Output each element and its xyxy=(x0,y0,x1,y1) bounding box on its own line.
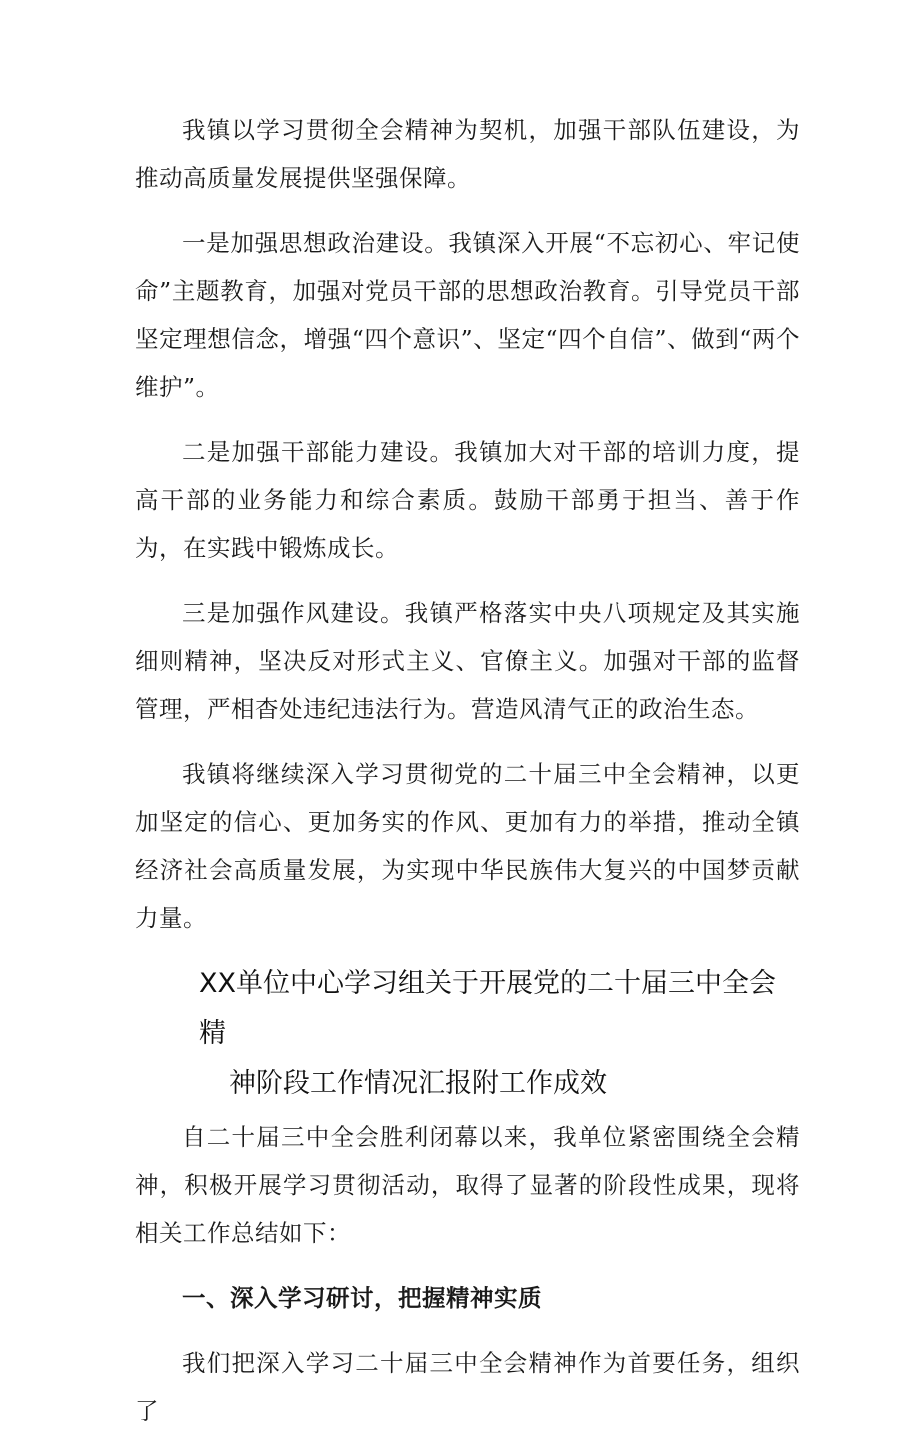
paragraph-political-building: 一是加强思想政治建设。我镇深入开展“不忘初心、牢记使命”主题教育，加强对党员干部的思想政治教育。引导党员干部坚定理想信念，增强“四个意识”、坚定“四个自信”、做到“两个维护”。 xyxy=(135,229,800,401)
title-line-1: XX单位中心学习组关于开展党的二十届三中全会精 xyxy=(199,968,776,1049)
title-line-2: 神阶段工作情况汇报附工作成效 xyxy=(229,1068,607,1099)
paragraph-intro-cadre: 我镇以学习贯彻全会精神为契机，加强干部队伍建设，为推动高质量发展提供坚强保障。 xyxy=(135,116,800,192)
paragraph-report-intro: 自二十届三中全会胜利闭幕以来，我单位紧密围绕全会精神，积极开展学习贯彻活动，取得了显著的阶段性成果，现将相关工作总结如下： xyxy=(135,1123,800,1247)
paragraph-style-building: 三是加强作风建设。我镇严格落实中央八项规定及其实施细则精神，坚决反对形式主义、官僚主义。加强对干部的监督管理，严相杳处违纪违法行为。营造风清气正的政治生态。 xyxy=(135,599,800,723)
document-body xyxy=(135,106,800,1452)
paragraph-conclusion: 我镇将继续深入学习贯彻党的二十届三中全会精神，以更加坚定的信心、更加务实的作风、更加有力的举措，推动全镇经济社会高质量发展，为实现中华民族伟大复兴的中国梦贡献力量。 xyxy=(135,760,800,932)
document-title xyxy=(135,959,800,1109)
paragraph-section-1-body: 我们把深入学习二十届三中全会精神作为首要任务，组织了 xyxy=(135,1349,800,1425)
section-heading-1: 一、深入学习研讨，把握精神实质 xyxy=(182,1284,542,1312)
paragraph-capacity-building: 二是加强干部能力建设。我镇加大对干部的培训力度，提高干部的业务能力和综合素质。鼓励干部勇于担当、善于作为，在实践中锻炼成长。 xyxy=(135,438,800,562)
